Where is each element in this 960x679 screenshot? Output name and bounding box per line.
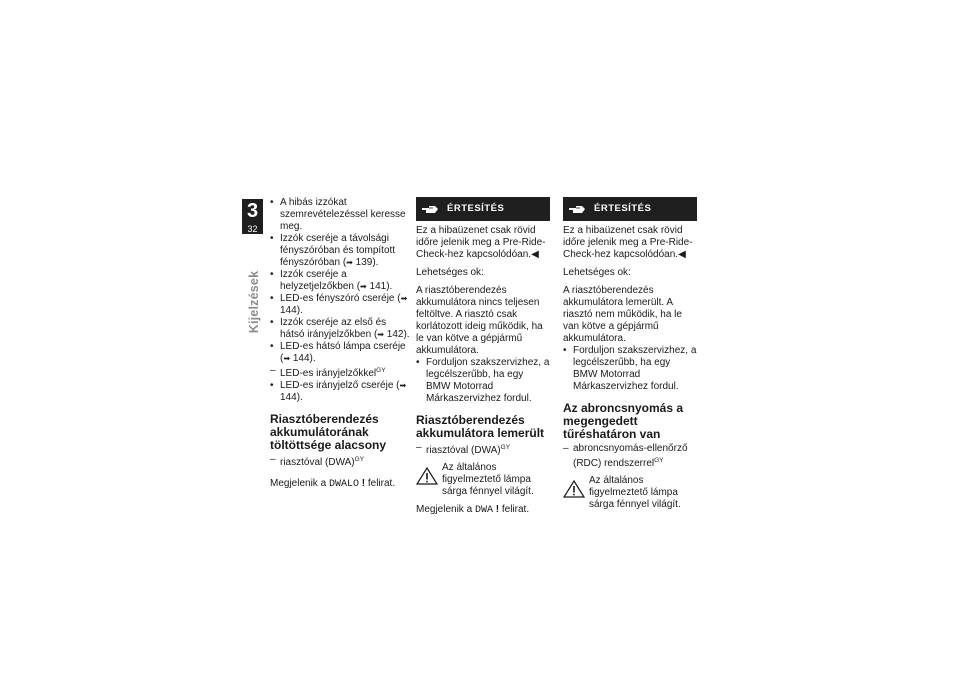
display-message: Megjelenik a DWALO ! felirat. — [270, 478, 396, 490]
notice-hand-icon — [422, 205, 438, 214]
warning-note: Az általános figyelmeztető lámpa sárga fénnyel világít. — [416, 462, 550, 498]
page-ref[interactable]: 144 — [280, 305, 297, 316]
page-ref[interactable]: 139 — [355, 257, 373, 268]
notice-title: ÉRTESÍTÉS — [594, 203, 652, 214]
list-item: – riasztóval (DWA)$^{GY}$ — [270, 454, 365, 468]
list-item: • LED-es fényszóró cseréje (➡ 144). — [270, 293, 408, 316]
page-ref-arrow-icon: ➡ — [360, 282, 367, 291]
section-heading: Riasztóberendezés akkumulátorának töltöttsége alacsony — [270, 412, 387, 452]
page-ref[interactable]: 141 — [369, 281, 387, 292]
page-ref[interactable]: 144 — [292, 353, 310, 364]
end-mark-icon: ◀ — [678, 249, 686, 260]
column-2 — [416, 197, 550, 517]
page-ref-arrow-icon: ➡ — [346, 258, 353, 267]
page-ref-arrow-icon: ➡ — [400, 294, 408, 303]
chapter-number: 3 — [246, 200, 259, 222]
cause-text: A riasztóberendezés akkumulátora lemerült. A riasztó nem működik, ha le van kötve a gépjármű akkumulátora. — [563, 285, 682, 344]
display-code: DWA — [474, 505, 493, 516]
possible-cause-label: Lehetséges ok: — [416, 267, 484, 278]
display-message: Megjelenik a DWA ! felirat. — [416, 504, 530, 516]
notice-title: ÉRTESÍTÉS — [447, 203, 505, 214]
page-ref-arrow-icon: ➡ — [399, 381, 407, 390]
cause-text: A riasztóberendezés akkumulátora nincs teljesen feltöltve. A riasztó csak korlátozott ideig működik, ha le van kötve a gépjármű akkumulátora. — [416, 285, 543, 356]
notice-header — [416, 197, 550, 221]
page-ref-arrow-icon: ➡ — [377, 330, 384, 339]
warning-triangle-icon — [563, 480, 585, 498]
list-item: – riasztóval (DWA)$^{GY}$ — [416, 442, 511, 456]
end-mark-icon: ◀ — [531, 249, 539, 260]
list-item: • LED-es irányjelző cseréje (➡ 144). — [270, 380, 407, 403]
list-item: – LED-es irányjelzőkkel$^{GY}$ — [270, 365, 386, 379]
display-code: DWALO — [328, 479, 359, 490]
list-item: • LED-es hátsó lámpa cseréje (➡ 144). — [270, 341, 406, 364]
list-item: • Izzók cseréje a távolsági fényszóróban és tompított fényszóróban (➡ 139). — [270, 233, 396, 268]
notice-text: Ez a hibaüzenet csak rövid időre jelenik meg a Pre-Ride-Check-hez kapcsolódóan.◀ — [416, 225, 546, 260]
notice-text: Ez a hibaüzenet csak rövid időre jelenik meg a Pre-Ride-Check-hez kapcsolódóan.◀ — [563, 225, 693, 260]
warning-note: Az általános figyelmeztető lámpa sárga fénnyel világít. — [563, 475, 697, 511]
notice-header — [563, 197, 697, 221]
notice-hand-icon — [569, 205, 585, 214]
section-heading: Az abroncsnyomás a megengedett tűréshatáron van — [563, 401, 684, 441]
column-3 — [563, 197, 697, 514]
column-1 — [270, 197, 410, 491]
list-item: • Forduljon szakszervizhez, a legcélszerűbb, ha egy BMW Motorrad Márkaszervizhez fordul. — [563, 345, 697, 392]
section-heading: Riasztóberendezés akkumulátora lemerült — [416, 413, 545, 440]
warning-triangle-icon — [416, 467, 438, 485]
list-item: – abroncsnyomás-ellenőrző (RDC) rendszerrel$^{GY}$ — [563, 443, 688, 469]
chapter-title: Kijelzések — [247, 270, 261, 333]
possible-cause-label: Lehetséges ok: — [563, 267, 631, 278]
page-ref-arrow-icon: ➡ — [283, 354, 291, 363]
page-ref[interactable]: 144 — [280, 392, 297, 403]
list-item: • Izzók cseréje a helyzetjelzőkben (➡ 141). — [270, 269, 393, 292]
list-item: • Izzók cseréje az első és hátsó irányjelzőkben (➡ 142). — [270, 317, 410, 340]
list-item: • A hibás izzókat szemrevételezéssel keresse meg. — [270, 197, 406, 232]
page-number: 32 — [247, 224, 258, 234]
page-ref[interactable]: 142 — [386, 329, 404, 340]
list-item: • Forduljon szakszervizhez, a legcélszerűbb, ha egy BMW Motorrad Márkaszervizhez fordul. — [416, 357, 550, 404]
